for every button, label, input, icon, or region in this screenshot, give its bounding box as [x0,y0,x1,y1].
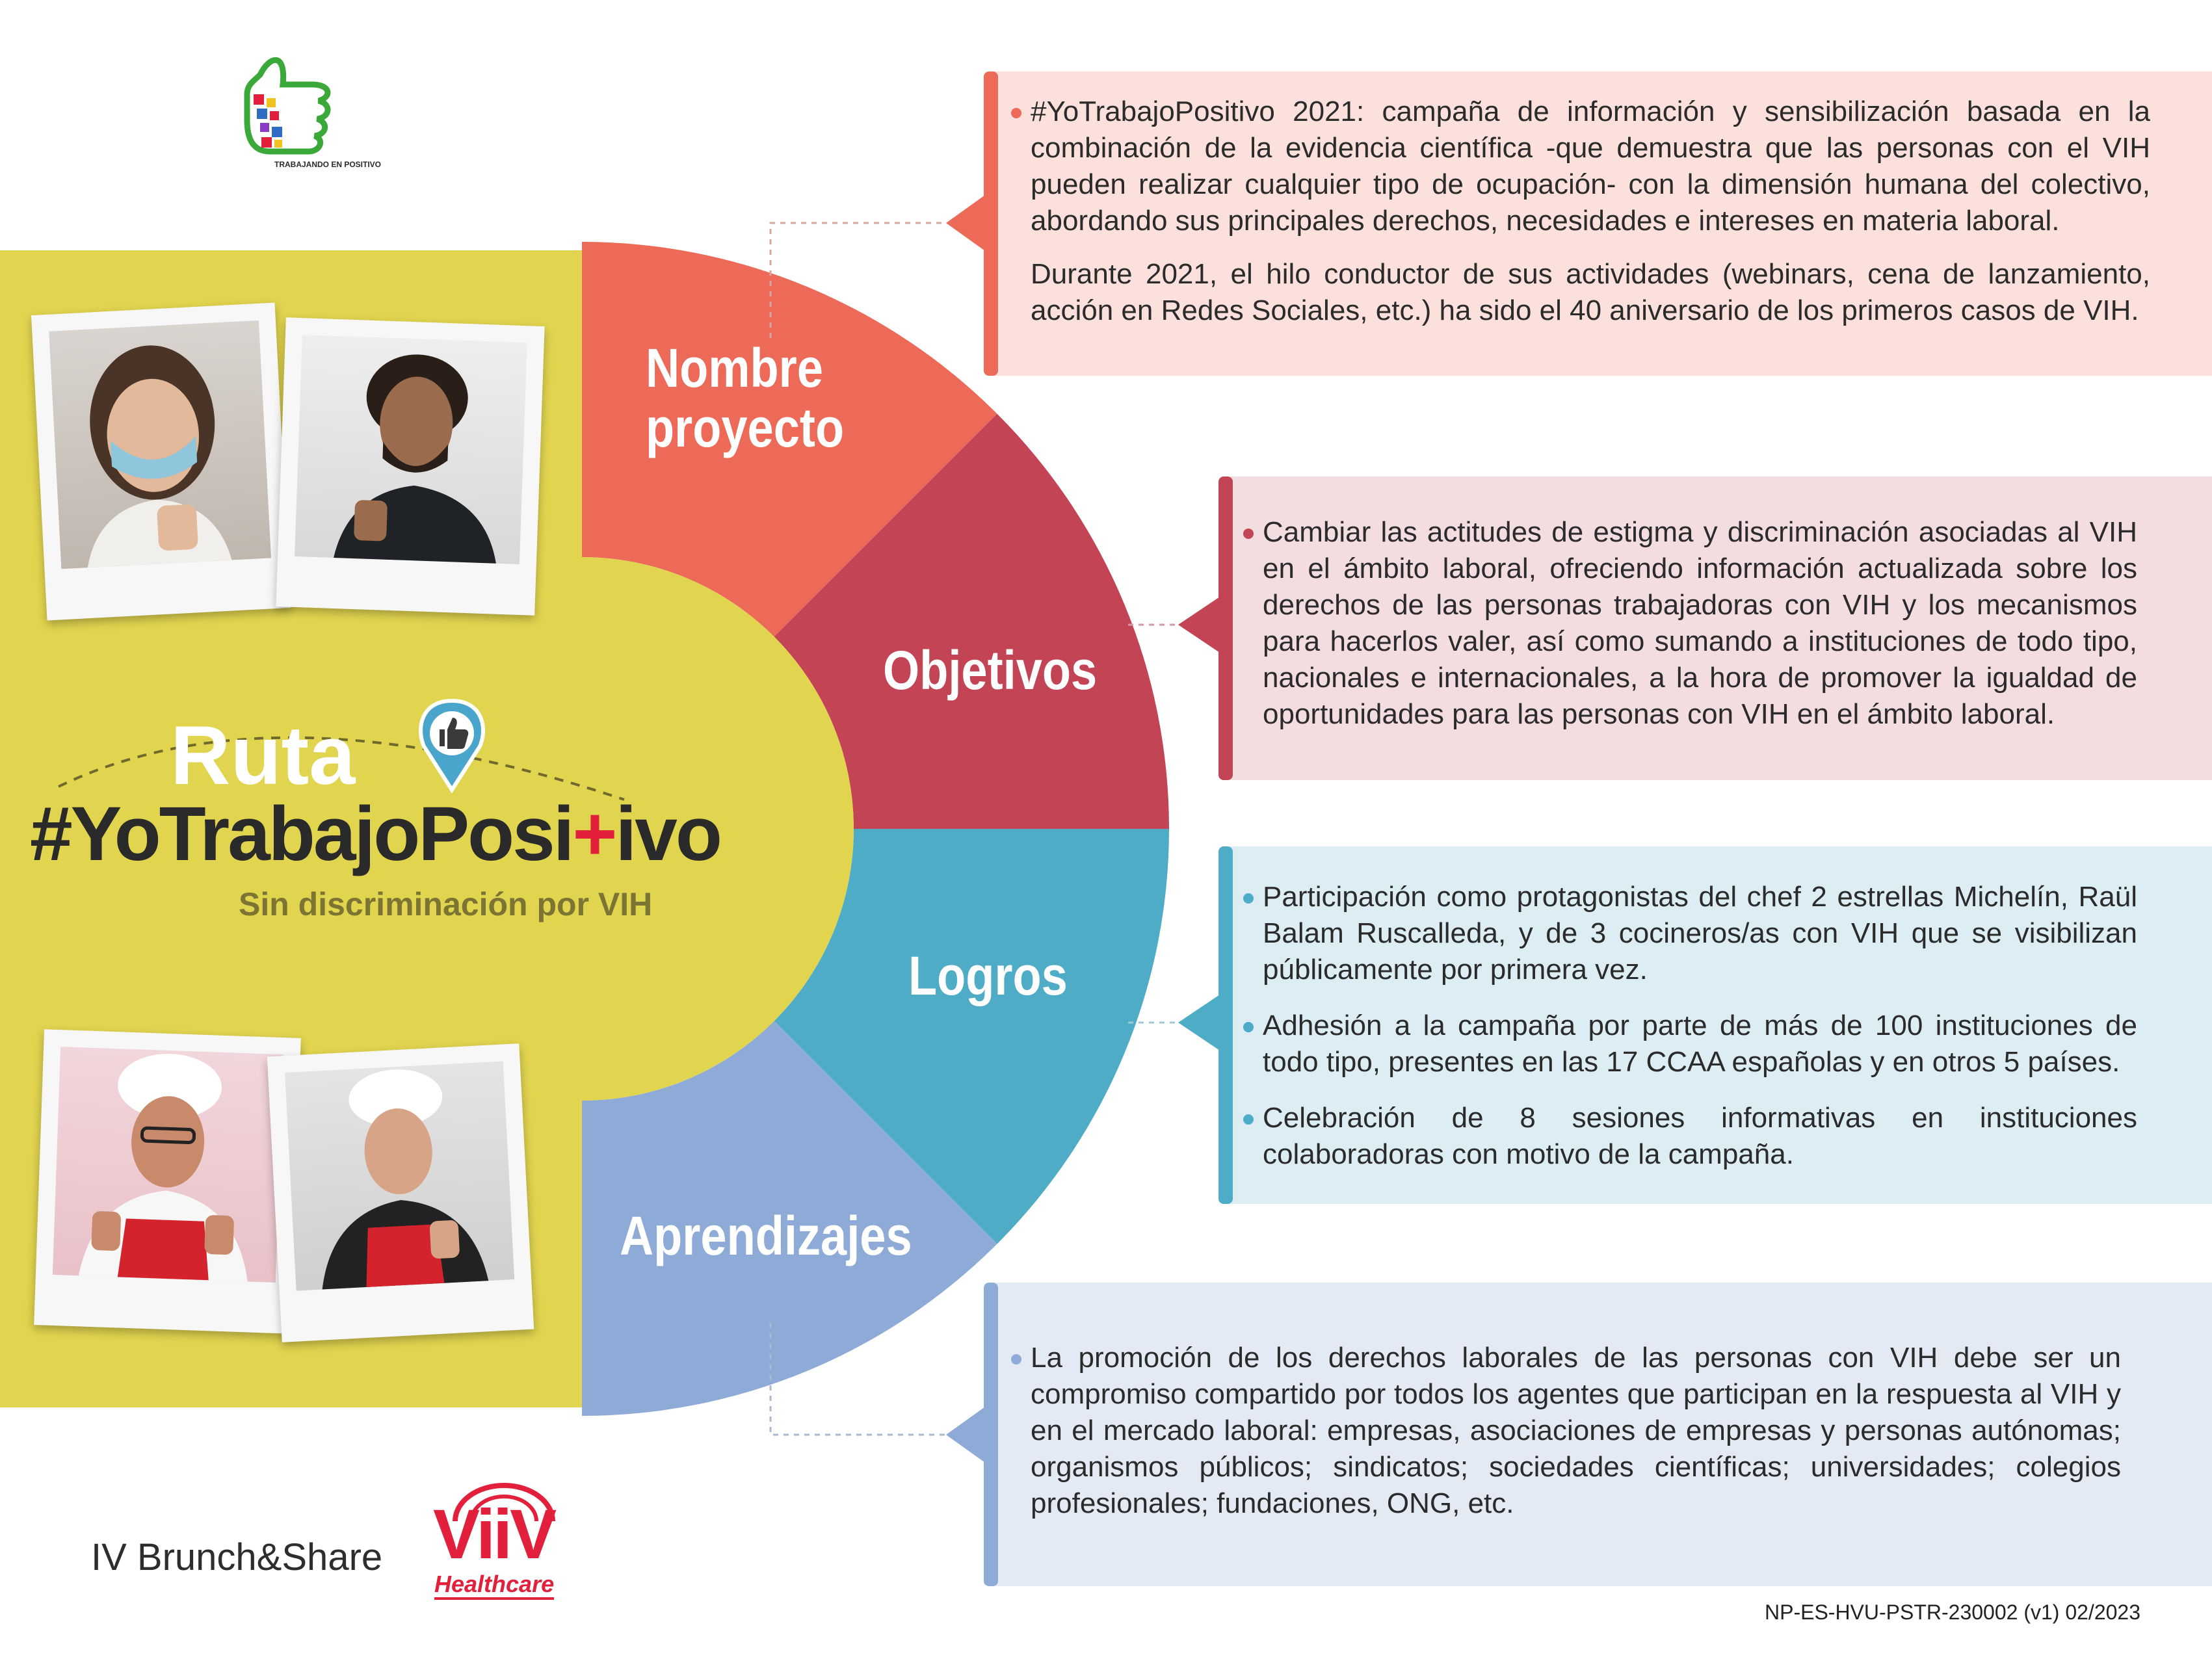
segment-label-objetivos: Objetivos [883,640,1098,701]
viiv-brand-text: ViiV [433,1495,555,1573]
box-objetivos-pointer [1178,597,1220,653]
box-logros-pointer [1178,995,1220,1051]
photo-chef-man [34,1029,301,1334]
hashtag-part-a: #YoTrabajoPosi [30,791,573,877]
box-aprendizajes [984,1283,2212,1586]
photo-man-thumbs-up [276,317,544,616]
segment-label-logros: Logros [908,945,1068,1006]
box-aprendizajes-pointer [946,1407,985,1463]
logo-top-text: TRABAJANDO EN POSITIVO [274,160,382,169]
bullet-icon [1243,529,1254,539]
box-logros [1218,846,2212,1204]
box-objetivos [1218,477,2212,780]
trabajando-en-positivo-logo [234,55,382,192]
bullet-icon [1011,1354,1021,1365]
box-nombre-proyecto [984,72,2212,376]
campaign-ruta: Ruta [170,709,356,802]
logros-paragraph-2: Adhesión a la campaña por parte de más de 100 instituciones de todo tipo, presentes en las 17 CCAA españolas y en otros 5 países. [1263,1008,2137,1080]
campaign-subtitle: Sin discriminación por VIH [239,886,653,922]
bullet-icon [1243,893,1254,904]
event-name: IV Brunch&Share [91,1536,383,1578]
photo-chef-woman [267,1043,534,1342]
logros-paragraph-3: Celebración de 8 sesiones informativas en instituciones colaboradoras con motivo de la campaña. [1263,1100,2137,1173]
viiv-healthcare-logo [429,1479,579,1602]
nombre-paragraph-1: #YoTrabajoPositivo 2021: campaña de información y sensibilización basada en la combinación de la evidencia científica -que demuestra que las personas con el VIH pueden realizar cualquier tipo de ocupación- con la dimensión humana del colectivo, abordando sus principales derechos, necesidades e intereses en materia laboral. [1031,94,2150,239]
plus-sign-icon: + [572,791,616,877]
hashtag-part-b: ivo [615,791,720,877]
segment-label-aprendizajes: Aprendizajes [620,1205,912,1266]
bullet-icon [1243,1114,1254,1125]
bullet-icon [1243,1022,1254,1032]
box-nombre-pointer [946,195,985,251]
logros-paragraph-1: Participación como protagonistas del chef 2 estrellas Michelín, Raül Balam Ruscalleda, y de 3 cocineros/as con VIH que se visibilizan públicamente por primera vez. [1263,879,2137,988]
objetivos-paragraph-1: Cambiar las actitudes de estigma y discriminación asociadas al VIH en el ámbito laboral, ofreciendo información actualizada sobre los derechos de las personas trabajadoras con VIH y los mecanismos para hacerlos valer, así como sumando a instituciones de todo tipo, nacionales e internacionales, a la hora de promover la igualdad de oportunidades para las personas con VIH en el ámbito laboral. [1263,514,2137,733]
nombre-paragraph-2: Durante 2021, el hilo conductor de sus actividades (webinars, cena de lanzamiento, acción en Redes Sociales, etc.) ha sido el 40 aniversario de los primeros casos de VIH. [1031,258,2150,326]
document-code: NP-ES-HVU-PSTR-230002 (v1) 02/2023 [1764,1600,2140,1624]
campaign-hashtag [30,792,720,876]
segment-label-nombre-proyecto: Nombre proyecto [646,337,845,458]
photo-woman-mask [31,303,291,621]
viiv-healthcare-text: Healthcare [434,1571,554,1600]
aprendizajes-paragraph-1: La promoción de los derechos laborales de las personas con VIH debe ser un compromiso compartido por todos los agentes que participan en la respuesta al VIH y en el mercado laboral: empresas, asociaciones de empresas y personas autónomas; organismos públicos; sindicatos; sociedades científicas; universidades; colegios profesionales; fundaciones, ONG, etc. [1031,1340,2121,1522]
bullet-icon [1011,108,1021,118]
